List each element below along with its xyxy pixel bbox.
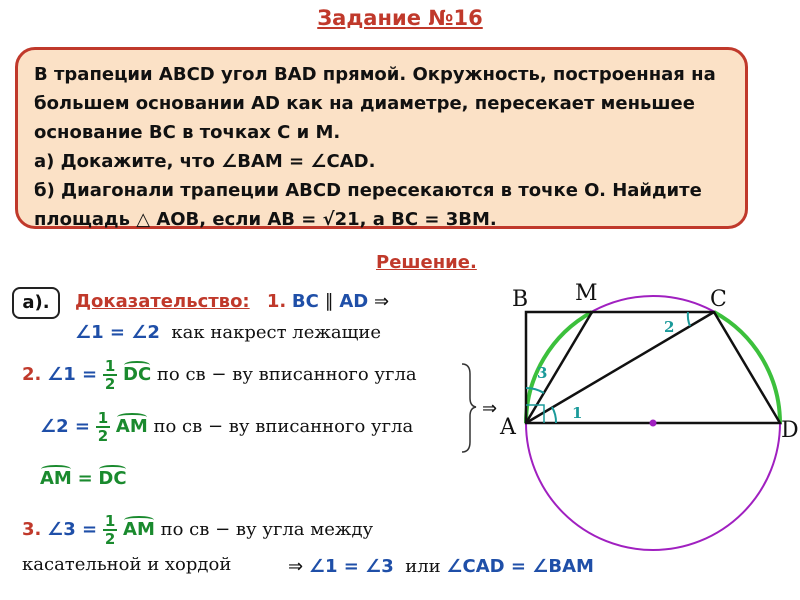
angle-label-3: 3 [537, 364, 548, 382]
step1-bc: BC [291, 291, 319, 312]
part-a-label: а). [12, 287, 60, 319]
label-b: B [512, 287, 529, 312]
task-line-4: а) Докажите, что ∠BAM = ∠CAD. [34, 151, 376, 172]
step1-text: как накрест лежащие [171, 322, 382, 343]
step2b-lhs: ∠2 = [40, 416, 91, 437]
fraction-half: $\frac{1}{2}$ [97, 409, 109, 445]
step1-ad: AD [339, 291, 369, 312]
center-point [650, 420, 657, 427]
arc-dc: DC [98, 468, 127, 489]
arc-equals: = [77, 468, 93, 489]
brace-arrow: ⇒ [482, 398, 498, 419]
step2b-text: по св − ву вписанного угла [153, 416, 414, 437]
label-a: A [500, 415, 516, 440]
step2-number: 2. [22, 364, 42, 385]
task-line-2: большем основании AD как на диаметре, пересекает меньшее [34, 93, 695, 114]
angle-2-arc [688, 312, 690, 326]
label-m: M [575, 281, 598, 306]
fraction-half: $\frac{1}{2}$ [104, 357, 116, 393]
arc-am: AM [115, 416, 148, 437]
step3-or: или [405, 556, 441, 577]
step2-text: по св − ву вписанного угла [156, 364, 417, 385]
arc-am: AM [40, 468, 72, 489]
trapezoid [526, 312, 780, 423]
step3-result: ∠1 = ∠3 [308, 556, 394, 577]
angle-1-arc [552, 407, 556, 423]
solution-heading: Решение. [376, 252, 477, 273]
task-line-5: б) Диагонали трапеции ABCD пересекаются в точке O. Найдите [34, 180, 702, 201]
step3-lhs: ∠3 = [47, 519, 98, 540]
angle-label-2: 2 [664, 318, 675, 336]
proof-label: Доказательство: [75, 291, 250, 312]
task-line-6: площадь △ AOB, если AB = √21, а BC = 3BM. [34, 209, 497, 230]
arc-dc: DC [123, 364, 152, 385]
page-title: Задание №16 [317, 6, 483, 30]
parallel-sign: ∥ [324, 291, 334, 312]
label-c: C [710, 287, 727, 312]
step3-final: ∠CAD = ∠BAM [446, 556, 594, 577]
step3-number: 3. [22, 519, 42, 540]
angle-label-1: 1 [572, 404, 583, 422]
task-line-1: В трапеции ABCD угол BAD прямой. Окружность, построенная на [34, 64, 716, 85]
step3-text-2: касательной и хордой [22, 554, 232, 575]
step1-number: 1. [266, 291, 287, 312]
step1-arrow: ⇒ [373, 291, 390, 312]
step2-lhs: ∠1 = [47, 364, 98, 385]
diagonal-ac [526, 312, 714, 423]
step3-arrow: ⇒ [288, 556, 304, 577]
arc-am: AM [123, 519, 155, 540]
task-line-3: основание BC в точках C и M. [34, 122, 341, 143]
fraction-half: $\frac{1}{2}$ [104, 512, 116, 548]
step3-text: по св − ву угла между [160, 519, 374, 540]
label-d: D [781, 418, 799, 443]
step1-angles: ∠1 = ∠2 [75, 322, 160, 343]
